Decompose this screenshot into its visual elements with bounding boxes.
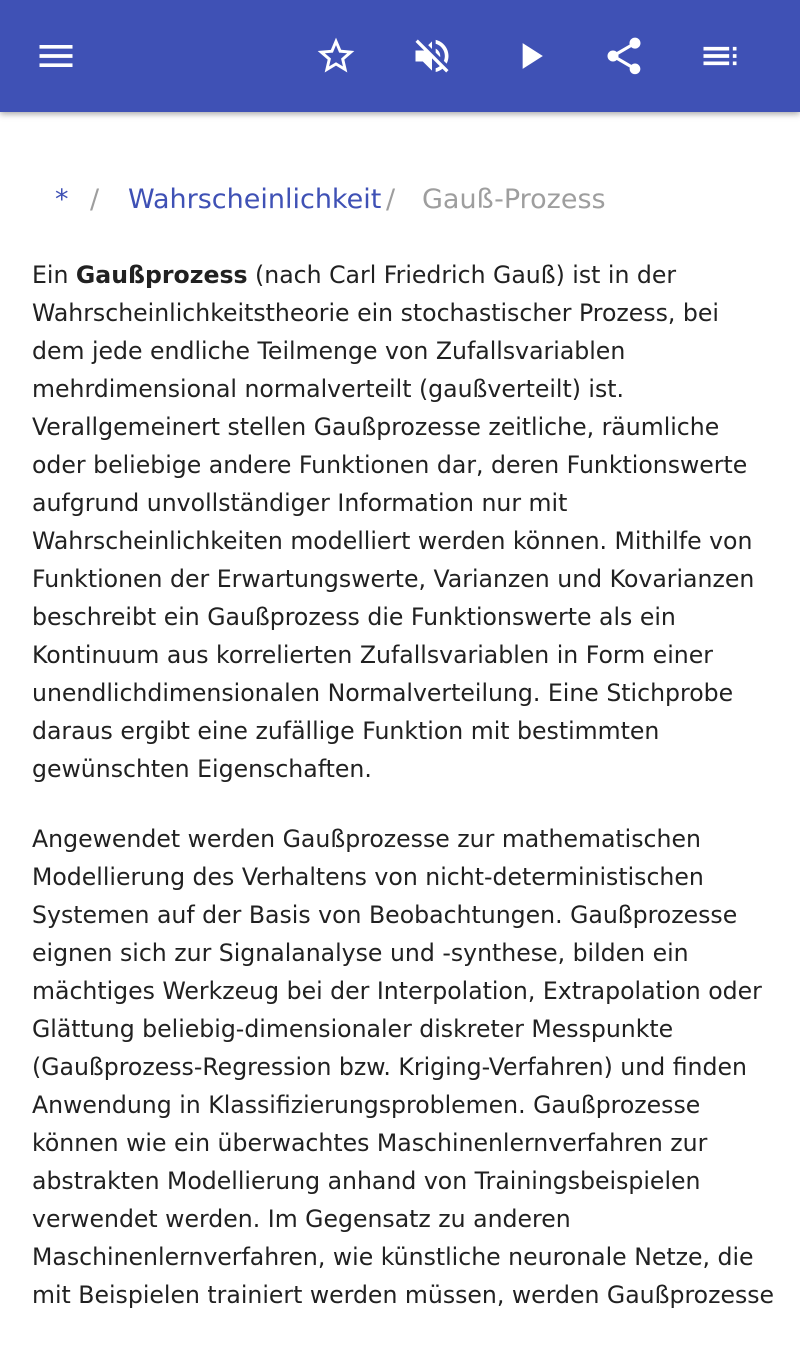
breadcrumb-category-link[interactable]: Wahrscheinlichkeit <box>128 184 382 215</box>
table-of-contents-button[interactable] <box>688 24 752 88</box>
article-paragraph <box>32 256 777 788</box>
breadcrumb-current-page: Gauß-Prozess <box>422 184 606 215</box>
breadcrumb-home-link[interactable]: * <box>55 184 69 215</box>
paragraph-text: (nach Carl Friedrich Gauß) ist in der Wahrscheinlichkeitstheorie ein stochastischer Prozess, bei dem jede endliche Teilmenge von Zufallsvariablen mehrdimensional normalverteilt (gaußverteilt) ist. Verallgemeinert stellen Gaußprozesse zeitliche, räumliche oder beliebige andere Funktionen dar, deren Funktionswerte aufgrund unvollständiger Information nur mit Wahrscheinlichkeiten modelliert werden können. Mithilfe von Funktionen der Erwartungswerte, Varianzen und Kovarianzen beschreibt ein Gaußprozess die Funktionswerte als ein Kontinuum aus korrelierten Zufallsvariablen in Form einer unendlichdimensionalen Normalverteilung. Eine Stichprobe daraus ergibt eine zufällige Funktion mit bestimmten gewünschten Eigenschaften. <box>32 261 755 783</box>
paragraph-text: Ein <box>32 261 76 289</box>
play-button[interactable] <box>498 24 562 88</box>
breadcrumb-separator: / <box>90 184 100 215</box>
article-view[interactable] <box>0 112 800 1309</box>
breadcrumb-separator: / <box>386 184 396 215</box>
share-icon <box>602 34 646 78</box>
article-term: Gaußprozess <box>75 261 248 289</box>
play-icon <box>508 34 552 78</box>
volume-off-icon <box>410 34 454 78</box>
article-body <box>32 256 777 1346</box>
breadcrumb <box>0 180 800 220</box>
article-paragraph: Angewendet werden Gaußprozesse zur mathematischen Modellierung des Verhaltens von nicht-deterministischen Systemen auf der Basis von Beobachtungen. Gaußprozesse eignen sich zur Signalanalyse und -synthese, bilden ein mächtiges Werkzeug bei der Interpolation, Extrapolation oder Glättung beliebig-dimensionaler diskreter Messpunkte (Gaußprozess-Regression bzw. Kriging-Verfahren) und finden Anwendung in Klassifizierungsproblemen. Gaußprozesse können wie ein überwachtes Maschinenlernverfahren zur abstrakten Modellierung anhand von Trainingsbeispielen verwendet werden. Im Gegensatz zu anderen Maschinenlernverfahren, wie künstliche neuronale Netze, die mit Beispielen trainiert werden müssen, werden Gaußprozesse <box>32 825 775 1309</box>
app-toolbar <box>0 0 800 112</box>
star-outline-icon <box>314 34 358 78</box>
mute-button[interactable] <box>400 24 464 88</box>
menu-button[interactable] <box>24 24 88 88</box>
favorite-button[interactable] <box>304 24 368 88</box>
list-icon <box>698 34 742 78</box>
share-button[interactable] <box>592 24 656 88</box>
menu-icon <box>34 34 78 78</box>
